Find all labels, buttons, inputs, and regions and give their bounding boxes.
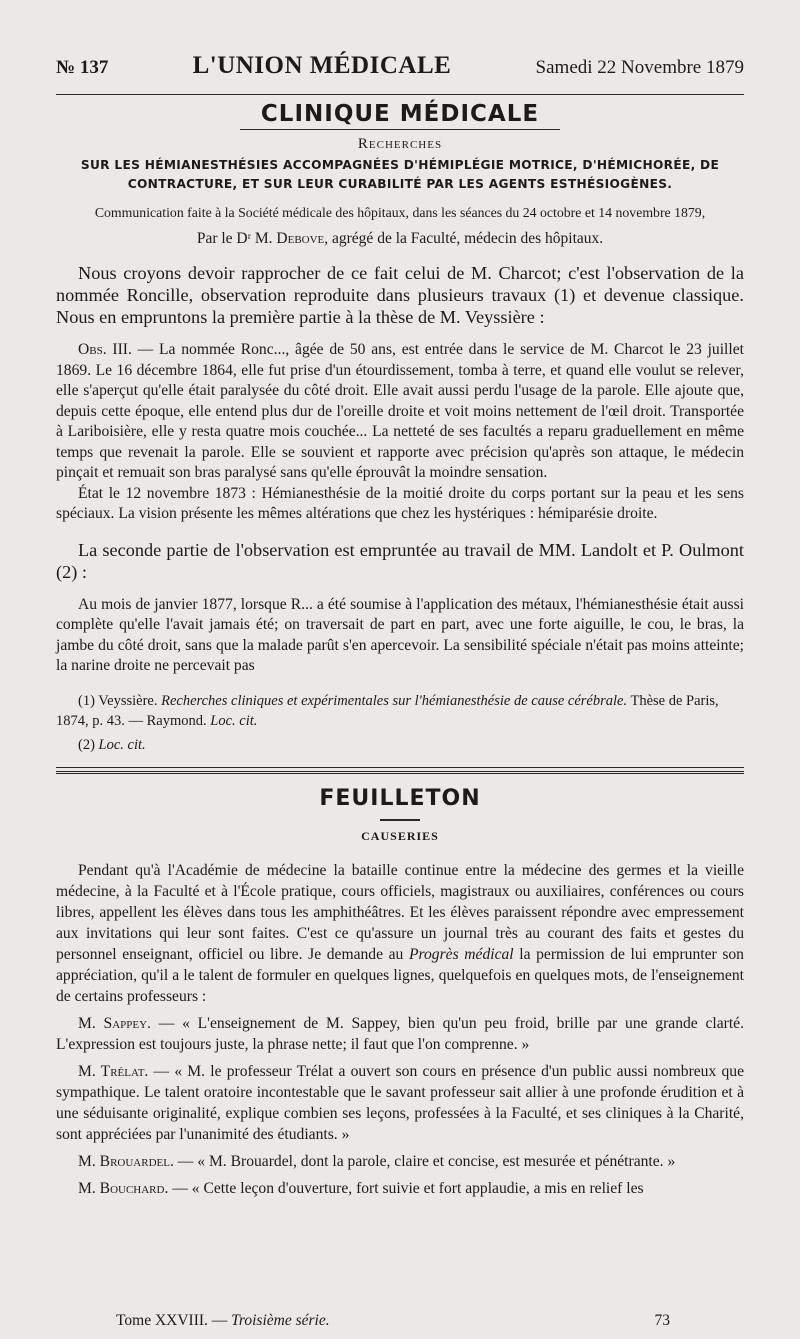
lead-paragraph-2: La seconde partie de l'observation est empruntée au travail de MM. Landolt et P. Oulmont (2) : (56, 539, 744, 582)
observation-part-2: Au mois de janvier 1877, lorsque R... a été soumise à l'application des métaux, l'hémianesthésie était aussi complète qu'elle l'avait jamais été; on traversait de part en part, avec une forte aiguille, le cou, le bras, la jambe du côté droit, sans que la malade parût s'en apercevoir. La sensibilité spéciale n'était pas moins atteinte; la narine droite ne percevait pas (56, 595, 744, 674)
volume-label: Tome XXVIII. — (116, 1312, 232, 1329)
page-header (56, 52, 744, 80)
issue-date: Samedi 22 Novembre 1879 (535, 57, 744, 78)
page-footer (116, 1312, 670, 1330)
lead-paragraph: Nous croyons devoir rapprocher de ce fait celui de M. Charcot; c'est l'observation de la nommée Roncille, observation reproduite dans plusieurs travaux (1) et devenue classique. Nous en empruntons la première partie à la thèse de M. Veyssière : (56, 263, 744, 327)
professor-entry (56, 1178, 744, 1199)
footnote-1-loc: Loc. cit. (210, 712, 258, 729)
byline-prefix: Par le Dʳ M. (196, 230, 277, 247)
author-byline (56, 230, 744, 248)
footnote-1-rest: Thèse de Paris, 1874, p. 43. — Raymond. (56, 692, 719, 729)
observation-text: — La nommée Ronc..., âgée de 50 ans, est entrée dans le service de M. Charcot le 23 juillet 1869. Le 16 décembre 1864, elle fut prise d'un étourdissement, tomba à terre, et quand elle voulut se relever, elle s'aperçut qu'elle était paralysée du côté droit. Elle avait aussi perdu l'usage de la parole. Elle ajoute que, depuis cette époque, elle entend plus dur de l'oreille droite et voit moins nettement de l'œil droit. Transportée à Lariboisière, elle y resta quatre mois couchée... La netteté de ses facultés a reparu graduellement en même temps que revenait la parole. Elle se souvient et rapporte avec précision qu'après son attaque, le médecin pinçait et remuait son bras paralysé sans qu'elle éprouvât la moindre sensation. (56, 341, 744, 481)
volume-info (116, 1312, 330, 1330)
professor-entry (56, 1013, 744, 1055)
separator-double-rule (56, 771, 744, 776)
feuilleton-underline (380, 819, 420, 821)
section-underline (240, 129, 560, 130)
footnotes (56, 691, 744, 755)
footnote-2-loc: Loc. cit. (98, 736, 146, 753)
professor-quote: — « M. le professeur Trélat a ouvert son cours en présence d'un public aussi nombreux que sympathique. Le talent oratoire incontestable que le savant professeur sait allier à une profonde érudition et à une séduisante originalité, explique combien ses leçons, professées à la Faculté, et ses cliniques à la Charité, sont appréciées par l'unanimité des étudiants. » (56, 1062, 744, 1143)
feuilleton-intro (56, 860, 744, 1007)
professor-entry (56, 1151, 744, 1172)
author-name: Debove (276, 230, 325, 247)
section-title: CLINIQUE MÉDICALE (260, 101, 540, 127)
professor-entry (56, 1061, 744, 1145)
professor-name: M. Brouardel. (78, 1152, 174, 1170)
journal-title: L'UNION MÉDICALE (192, 52, 452, 79)
article-kicker: Recherches (357, 136, 443, 152)
feuilleton-separator (56, 767, 744, 776)
professor-name: M. Trélat. (78, 1062, 149, 1080)
communication-note: Communication faite à la Société médicale des hôpitaux, dans les séances du 24 octobre et 14 novembre 1879, (94, 205, 706, 220)
article-title (56, 156, 744, 194)
issue-number: № 137 (56, 57, 109, 78)
footnote-1-title: Recherches cliniques et expérimentales sur l'hémianesthésie de cause cérébrale. (161, 692, 628, 709)
professor-name: M. Bouchard. (78, 1179, 169, 1197)
article-title-line: CONTRACTURE, ET SUR LEUR CURABILITÉ PAR LES AGENTS ESTHÉSIOGÈNES. (127, 177, 673, 191)
article-title-line: SUR LES HÉMIANESTHÉSIES ACCOMPAGNÉES D'HÉMIPLÉGIE MOTRICE, D'HÉMICHORÉE, DE (80, 158, 720, 172)
page-number: 73 (654, 1312, 670, 1329)
observation-state: État le 12 novembre 1873 : Hémianesthésie de la moitié droite du corps portant sur la peau et les sens spéciaux. La vision présente les mêmes altérations que chez les hystériques : hémiparésie droite. (56, 484, 744, 522)
intro-text-a: Pendant qu'à l'Académie de médecine la bataille continue entre la médecine des germes et la vieille médecine, à la Faculté et à l'École pratique, cours officiels, magistraux ou auxiliaires, conférences ou cours libres, appellent les élèves dans tous les amphithéâtres. Et les élèves paraissent répondre avec empressement aux invitations qui leur sont faites. C'est ce qu'assure un journal très au courant des faits et gestes du personnel enseignant, officiel ou libre. Je demande au (56, 861, 744, 963)
professor-quote: — « L'enseignement de M. Sappey, bien qu'un peu froid, brille par une grande clarté. L'expression est toujours juste, la phrase nette; il faut que l'on comprenne. » (56, 1014, 745, 1053)
professor-quote: — « Cette leçon d'ouverture, fort suivie et fort applaudie, a mis en relief les (168, 1179, 644, 1197)
observation-label: Obs. III. (78, 341, 132, 358)
footnote-2 (56, 735, 744, 755)
feuilleton-subtitle: CAUSERIES (361, 828, 439, 843)
header-rule (56, 94, 744, 95)
intro-journal-name: Progrès médical (408, 945, 514, 963)
footnote-2-prefix: (2) (78, 736, 99, 753)
footnote-1 (56, 691, 744, 731)
intro-text-b: la permission de lui emprunter son appréciation, qu'il a le talent de formuler en quelques lignes, quelquefois en quelques mots, de l'enseignement de certains professeurs : (56, 945, 744, 1005)
observation-paragraph (56, 340, 744, 484)
separator-rule (56, 767, 744, 768)
professor-name: M. Sappey. (78, 1014, 151, 1032)
byline-suffix: , agrégé de la Faculté, médecin des hôpitaux. (324, 230, 604, 247)
feuilleton-title: FEUILLETON (319, 785, 481, 811)
series-label: Troisième série. (231, 1312, 330, 1329)
professor-quote: — « M. Brouardel, dont la parole, claire et concise, est mesurée et pénétrante. » (173, 1152, 676, 1170)
footnote-1-prefix: (1) Veyssière. (78, 692, 162, 709)
